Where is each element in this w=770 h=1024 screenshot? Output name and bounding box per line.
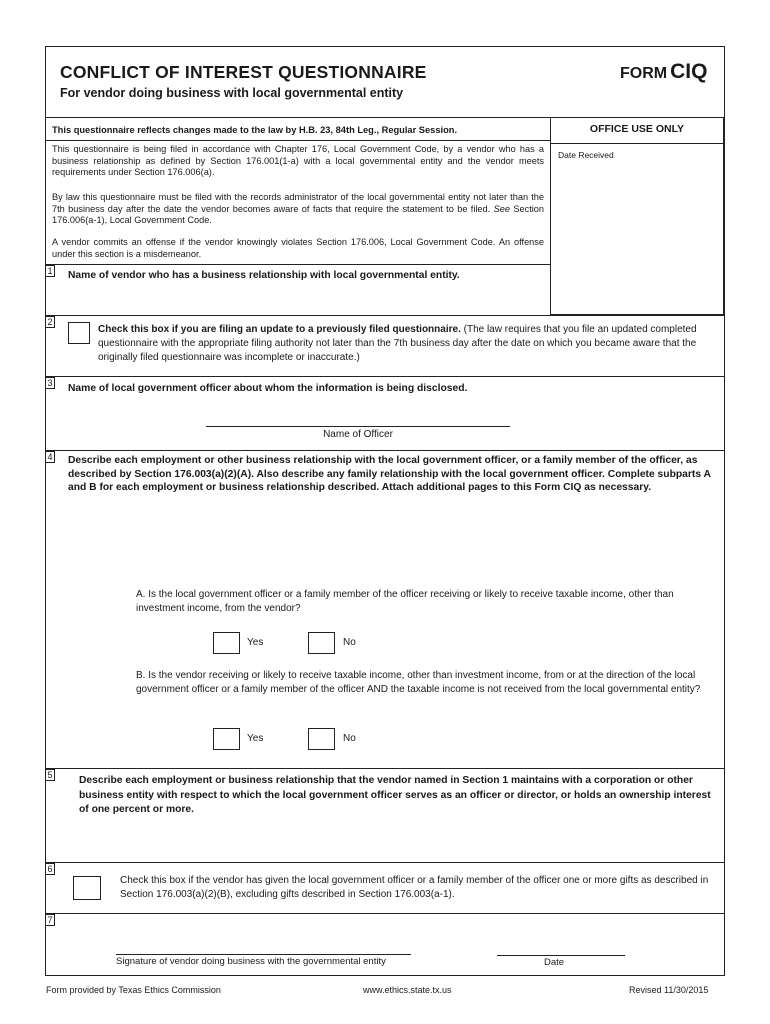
intro-para-3: A vendor commits an offense if the vendor knowingly violates Section 176.006, Local Government Code. An offense under this section is a misdemeanor.: [52, 237, 544, 259]
section-2-rest: (The law requires that you file an updated completed questionnaire with the appropriate filing authority not later than the 7th business day after the date on which you became aware that the originally filed questionnaire was incomplete or inaccurate.): [98, 324, 697, 363]
intro-para-2: [52, 192, 544, 227]
section-7-top-line: [45, 913, 725, 914]
question-a-no-label: No: [343, 637, 356, 648]
section-7-number: 7: [45, 914, 55, 926]
question-b: B. Is the vendor receiving or likely to receive taxable income, other than investment income, from or at the direction of the local government officer or a family member of the officer AND the taxable income is not received from the local governmental entity?: [136, 670, 701, 695]
form-subtitle: For vendor doing business with local governmental entity: [60, 86, 404, 100]
section-4-text: Describe each employment or other business relationship with the local government officer, or a family member of the officer, as described by Section 176.003(a)(2)(A). Also describe any family relationship with the local government officer. Complete subparts A and B for each employment or business relationship described. Attach additional pages to this Form CIQ as necessary.: [68, 455, 711, 494]
section-3-text: Name of local government officer about whom the information is being disclosed.: [68, 383, 468, 394]
gifts-checkbox[interactable]: [73, 876, 101, 900]
section-1-top-line: [45, 264, 550, 265]
question-b-no-label: No: [343, 733, 356, 744]
officer-name-label: Name of Officer: [323, 429, 393, 440]
question-a-no-checkbox[interactable]: [308, 632, 335, 654]
section-2-bold: Check this box if you are filing an update to a previously filed questionnaire.: [98, 324, 461, 335]
section-3-top-line: [45, 376, 725, 377]
date-received-label: Date Received: [558, 150, 614, 160]
office-use-heading: OFFICE USE ONLY: [551, 118, 723, 144]
section-4-number: 4: [45, 451, 55, 463]
date-label: Date: [543, 957, 565, 968]
officer-name-line[interactable]: [206, 426, 510, 427]
intro-divider: [45, 140, 550, 141]
section-4-top-line: [45, 450, 725, 451]
section-1-number: 1: [45, 265, 55, 277]
section-6-number: 6: [45, 863, 55, 875]
question-b-yes-checkbox[interactable]: [213, 728, 240, 750]
form-title: CONFLICT OF INTEREST QUESTIONNAIRE: [60, 62, 427, 82]
signature-label: Signature of vendor doing business with the governmental entity: [116, 956, 386, 967]
section-2-text: [98, 323, 698, 365]
footer-revised: Revised 11/30/2015: [629, 985, 709, 995]
form-label: FORM: [620, 65, 668, 82]
section-6-text: Check this box if the vendor has given the local government officer or a family member of the officer one or more gifts as described in Section 176.003(a)(2)(B), excluding gifts described in Section 176.003(a-1).: [120, 875, 709, 900]
date-line[interactable]: [497, 955, 625, 956]
intro-para-2a: By law this questionnaire must be filed with the records administrator of the local governmental entity not later than the 7th business day after the date the vendor becomes aware of facts that require the statement to be filed.: [52, 192, 544, 214]
section-5-top-line: [45, 768, 725, 769]
question-b-no-checkbox[interactable]: [308, 728, 335, 750]
section-3-number: 3: [45, 377, 55, 389]
form-id: [620, 60, 707, 84]
section-5-text: Describe each employment or business relationship that the vendor named in Section 1 maintains with a corporation or other business entity with respect to which the local government officer serves as an officer or director, or holds an ownership interest of one percent or more.: [79, 775, 711, 815]
footer-provider: Form provided by Texas Ethics Commission: [46, 985, 221, 995]
intro-para-2c: Section 176.006(a-1), Local Government Code.: [52, 203, 545, 225]
section-2-number: 2: [45, 316, 55, 328]
intro-para-1: This questionnaire is being filed in accordance with Chapter 176, Local Government Code, by a vendor who has a business relationship as defined by Section 176.001(1-a) with a local governmental entity and the vendor meets requirements under Section 176.006(a).: [52, 144, 544, 177]
section-6-top-line: [45, 862, 725, 863]
section-5-number: 5: [45, 769, 55, 781]
question-a: A. Is the local government officer or a family member of the officer receiving or likely to receive taxable income, other than investment income, from the vendor?: [136, 589, 674, 614]
update-checkbox[interactable]: [68, 322, 90, 344]
office-use-box[interactable]: [550, 117, 724, 315]
question-b-yes-label: Yes: [247, 733, 264, 744]
intro-para-2-see: See: [493, 203, 510, 214]
question-a-yes-checkbox[interactable]: [213, 632, 240, 654]
section-1-text: Name of vendor who has a business relationship with local governmental entity.: [68, 270, 460, 281]
form-code: CIQ: [670, 60, 708, 83]
signature-line[interactable]: [116, 954, 411, 955]
section-2-top-line: [45, 315, 725, 316]
header-divider: [45, 117, 550, 118]
law-note: This questionnaire reflects changes made to the law by H.B. 23, 84th Leg., Regular Session.: [52, 125, 458, 135]
footer-website: www.ethics.state.tx.us: [363, 985, 452, 995]
question-a-yes-label: Yes: [247, 637, 264, 648]
